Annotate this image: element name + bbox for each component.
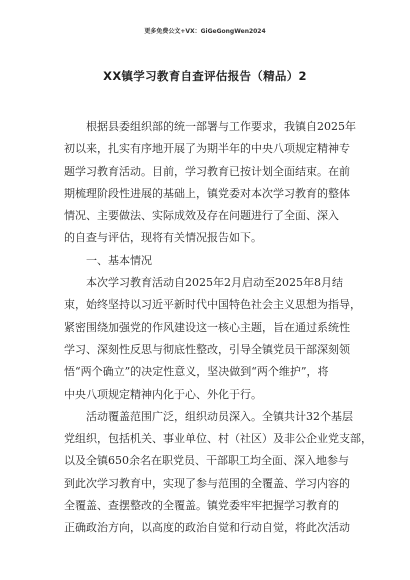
text-line: 学习、深刻性反思与彻底性整改，引导全镇党员干部深刻领: [64, 342, 350, 356]
text-line: 期梳理阶段性进展的基础上，镇党委对本次学习教育的整体: [64, 186, 350, 200]
text-line: 正确政治方向，以高度的政治自觉和行动自觉，将此次活动: [64, 521, 350, 535]
text-line: 初以来，扎实有序地开展了为期半年的中央八项规定精神专: [64, 142, 350, 156]
header-note: 更多免费公文+VX：GiGeGongWen2024: [144, 28, 266, 35]
text-line: 的自查与评估，现将有关情况报告如下。: [64, 231, 262, 245]
text-line: 题学习教育活动。目前，学习教育已按计划全面结束。在前: [64, 164, 350, 178]
text-line: 悟“两个确立”的决定性意义，坚决做到“两个维护”，将: [64, 365, 329, 379]
text-line: 中央八项规定精神内化于心、外化于行。: [64, 387, 262, 401]
text-line: 紧密围绕加强党的作风建设这一核心主题，旨在通过系统性: [64, 320, 350, 334]
text-line: 活动覆盖范围广泛，组织动员深入。全镇共计32个基层: [86, 409, 353, 423]
section-heading: [64, 250, 355, 272]
text-line: 党组织，包括机关、事业单位、村（社区）及非公企业党支部，: [64, 432, 372, 446]
text-line: 本次学习教育活动自2025年2月启动至2025年8月结: [86, 276, 343, 290]
document-title: XX镇学习教育自查评估报告（精品）2: [103, 69, 307, 83]
text-line: 以及全镇650余名在职党员、干部职工均全面、深入地参与: [64, 454, 349, 468]
paragraph-coverage: [64, 406, 372, 540]
paragraph-overview: [64, 272, 361, 406]
text-line: 束，始终坚持以习近平新时代中国特色社会主义思想为指导，: [64, 298, 361, 312]
text-line: 根据县委组织部的统一部署与工作要求，我镇自2025年: [86, 120, 356, 133]
text-line: 到此次学习教育中，实现了参与范围的全覆盖、学习内容的: [64, 476, 350, 490]
text-line: 全覆盖、查摆整改的全覆盖。镇党委牢牢把握学习教育的: [64, 499, 339, 513]
paragraph-intro: [64, 116, 355, 250]
text-line: 一、基本情况: [86, 253, 152, 267]
document-body: [64, 116, 372, 540]
text-line: 情况、主要做法、实际成效及存在问题进行了全面、深入: [64, 209, 339, 223]
